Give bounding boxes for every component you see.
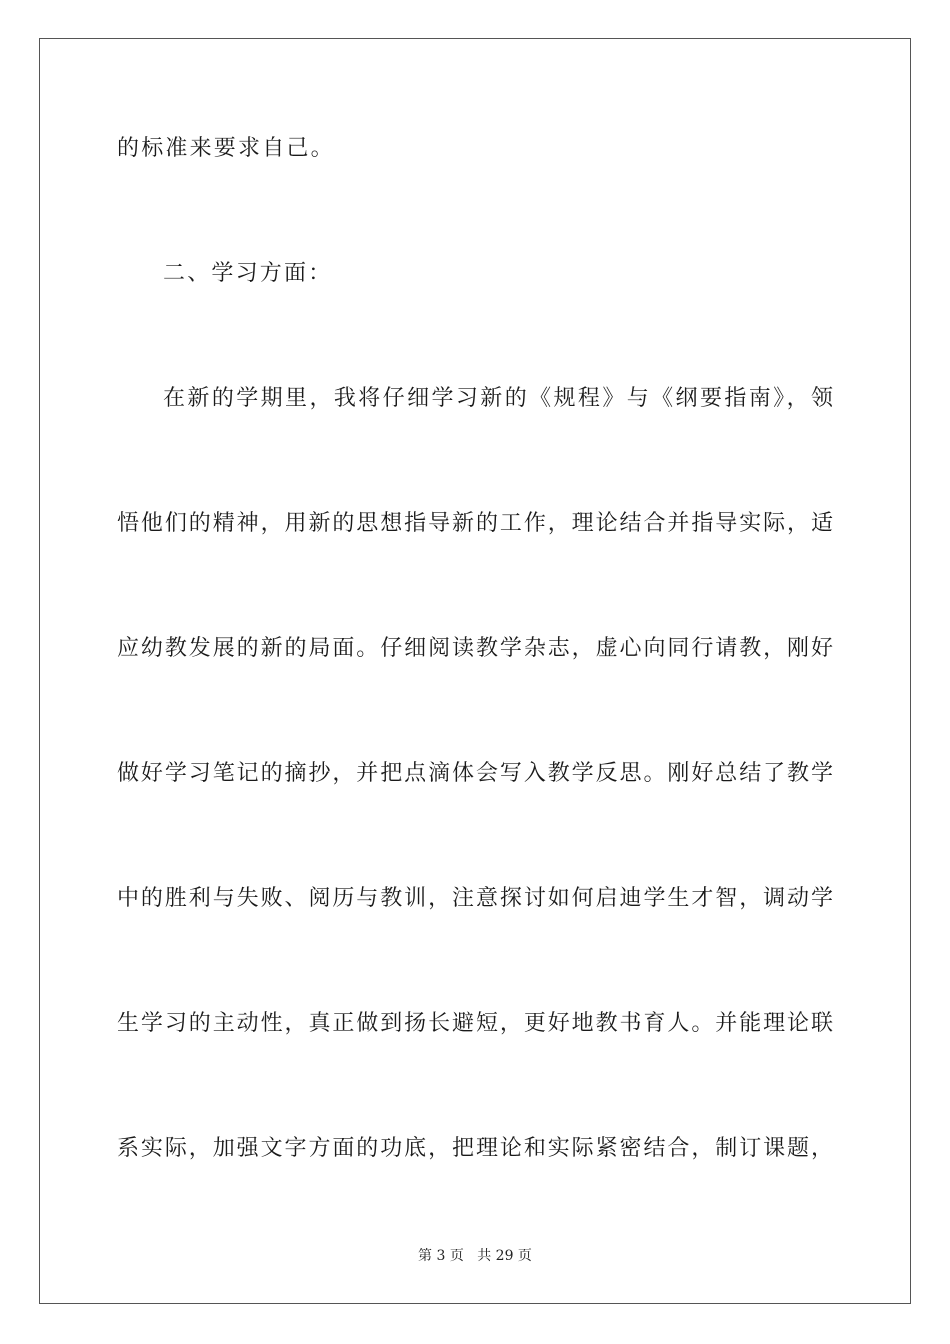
section-heading: 二、学习方面： bbox=[163, 261, 333, 286]
text-line-7: 中的胜利与失败、阅历与教训，注意探讨如何启迪学生才智，调动学 bbox=[117, 886, 833, 911]
text-line-8: 生学习的主动性，真正做到扬长避短，更好地教书育人。并能理论联 bbox=[117, 1011, 833, 1036]
text-line-1: 的标准来要求自己。 bbox=[117, 136, 335, 161]
text-line-3: 在新的学期里，我将仔细学习新的《规程》与《纲要指南》，领 bbox=[163, 386, 833, 411]
page-total: 共 29 页 bbox=[477, 1248, 532, 1264]
page-number: 第 3 页 bbox=[418, 1248, 464, 1264]
page-footer bbox=[0, 1246, 950, 1266]
page-border bbox=[39, 38, 911, 1304]
text-line-5: 应幼教发展的新的局面。仔细阅读教学杂志，虚心向同行请教，刚好 bbox=[117, 636, 833, 661]
text-line-4: 悟他们的精神，用新的思想指导新的工作，理论结合并指导实际，适 bbox=[117, 511, 833, 536]
text-line-9: 系实际，加强文字方面的功底，把理论和实际紧密结合，制订课题， bbox=[117, 1136, 833, 1161]
text-line-6: 做好学习笔记的摘抄，并把点滴体会写入教学反思。刚好总结了教学 bbox=[117, 761, 833, 786]
